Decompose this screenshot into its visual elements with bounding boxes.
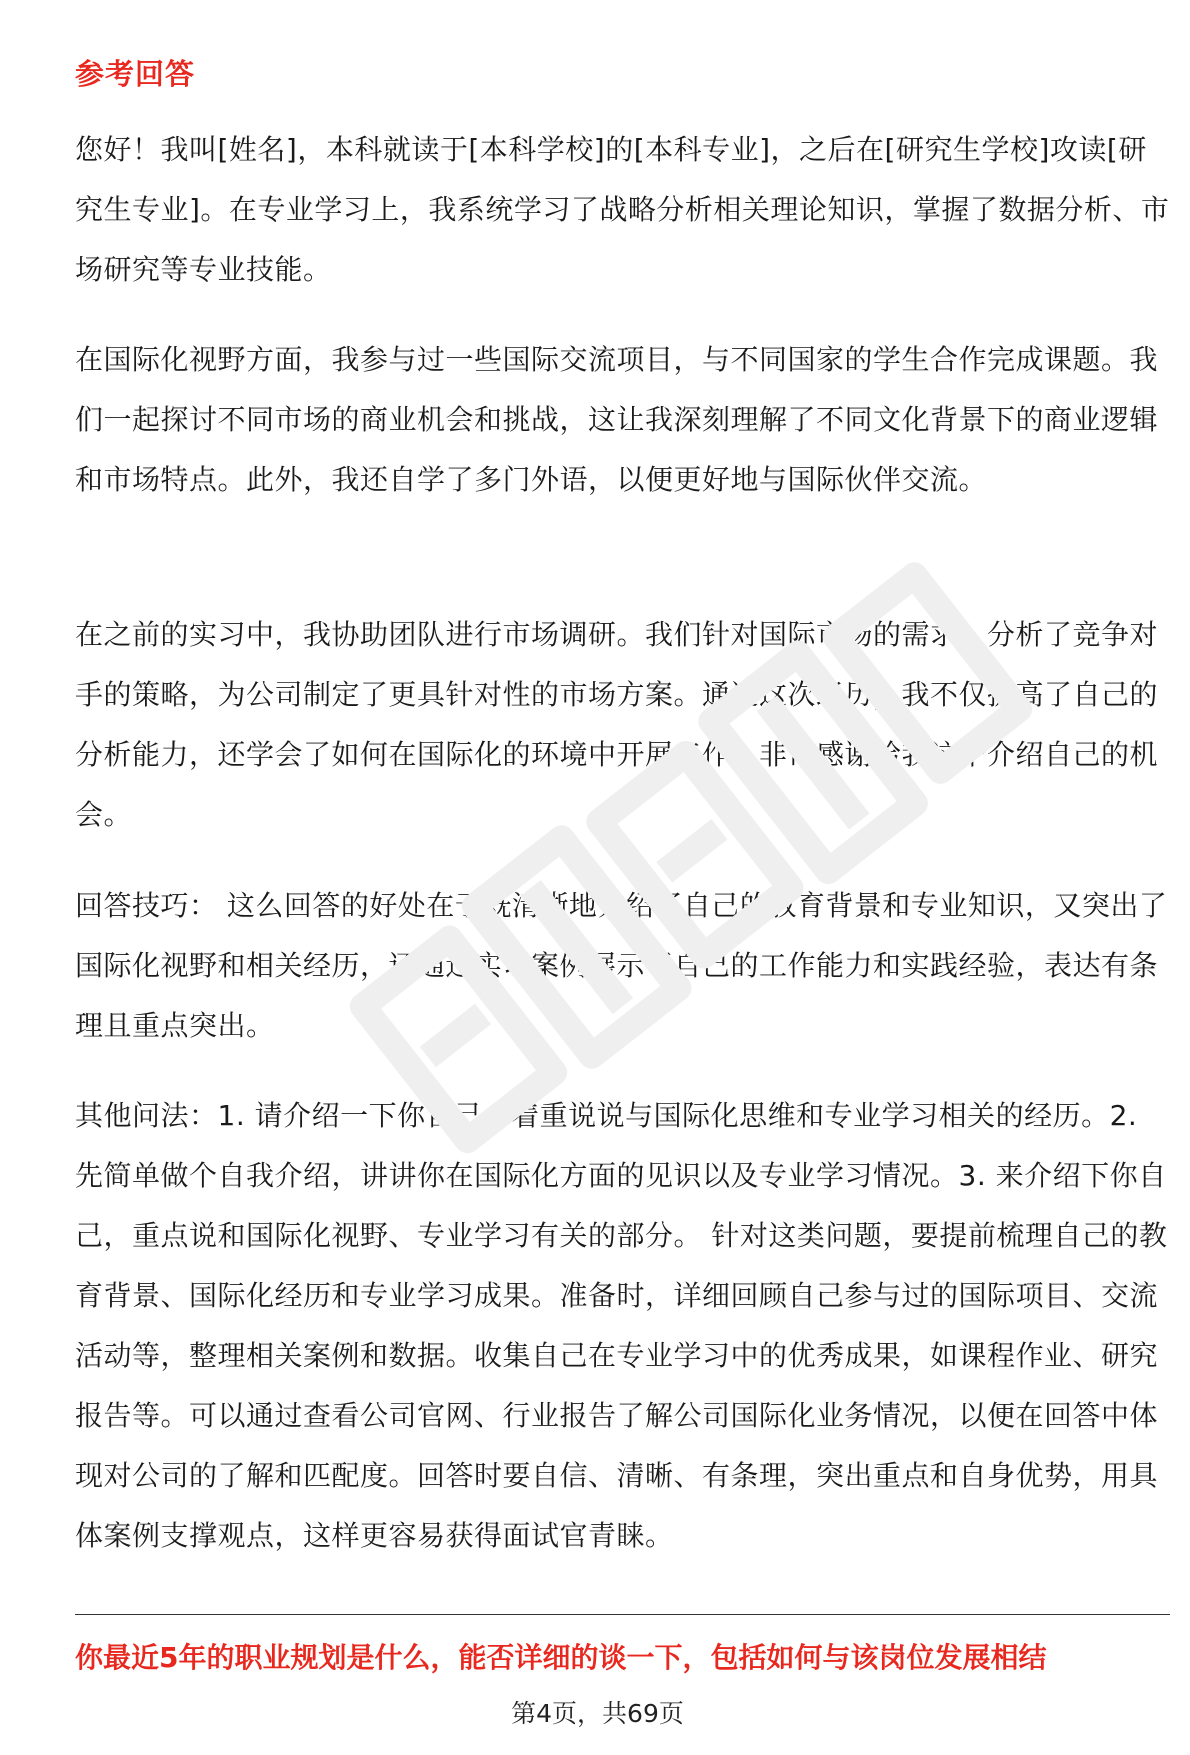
answer-paragraph-intro: 您好！我叫[姓名]，本科就读于[本科学校]的[本科专业]，之后在[研究生学校]攻读[研究生专业]。在专业学习上，我系统学习了战略分析相关理论知识，掌握了数据分析、市场研究等专业技能。 (75, 133, 1170, 286)
answer-tips-paragraph: 回答技巧： 这么回答的好处在于既清晰地介绍了自己的教育背景和专业知识，又突出了国际化视野和相关经历，还通过实习案例展示了自己的工作能力和实践经验，表达有条理且重点突出。 (75, 889, 1168, 1042)
answer-paragraph-internship: 在之前的实习中，我协助团队进行市场调研。我们针对国际市场的需求，分析了竞争对手的策略，为公司制定了更具针对性的市场方案。通过这次经历，我不仅提高了自己的分析能力，还学会了如何在国际化的环境中开展工作。非常感谢给我这个介绍自己的机会。 (75, 618, 1159, 831)
section-divider (75, 1614, 1170, 1615)
answer-paragraph-international: 在国际化视野方面，我参与过一些国际交流项目，与不同国家的学生合作完成课题。我们一起探讨不同市场的商业机会和挑战，这让我深刻理解了不同文化背景下的商业逻辑和市场特点。此外，我还自学了多门外语，以便更好地与国际伙伴交流。 (75, 343, 1159, 496)
section-title: 参考回答 (75, 57, 196, 91)
document-page (75, 0, 1170, 1755)
alternative-questions-paragraph: 其他问法：1. 请介绍一下你自己，着重说说与国际化思维和专业学习相关的经历。2. 先简单做个自我介绍，讲讲你在国际化方面的见识以及专业学习情况。3. 来介绍下你自己，重点说和国际化视野、专业学习有关的部分。 针对这类问题，要提前梳理自己的教育背景、国际化经历和专业学习成果。准备时，详细回顾自己参与过的国际项目、交流活动等，整理相关案例和数据。收集自己在专业学习中的优秀成果，如课程作业、研究报告等。可以通过查看公司官网、行业报告了解公司国际化业务情况，以便在回答中体现对公司的了解和匹配度。回答时要自信、清晰、有条理，突出重点和自身优势，用具体案例支撑观点，这样更容易获得面试官青睐。 (75, 1099, 1168, 1552)
page-number: 第4页，共69页 (511, 1699, 684, 1728)
next-question-heading: 你最近5年的职业规划是什么，能否详细的谈一下，包括如何与该岗位发展相结 (75, 1641, 1047, 1674)
